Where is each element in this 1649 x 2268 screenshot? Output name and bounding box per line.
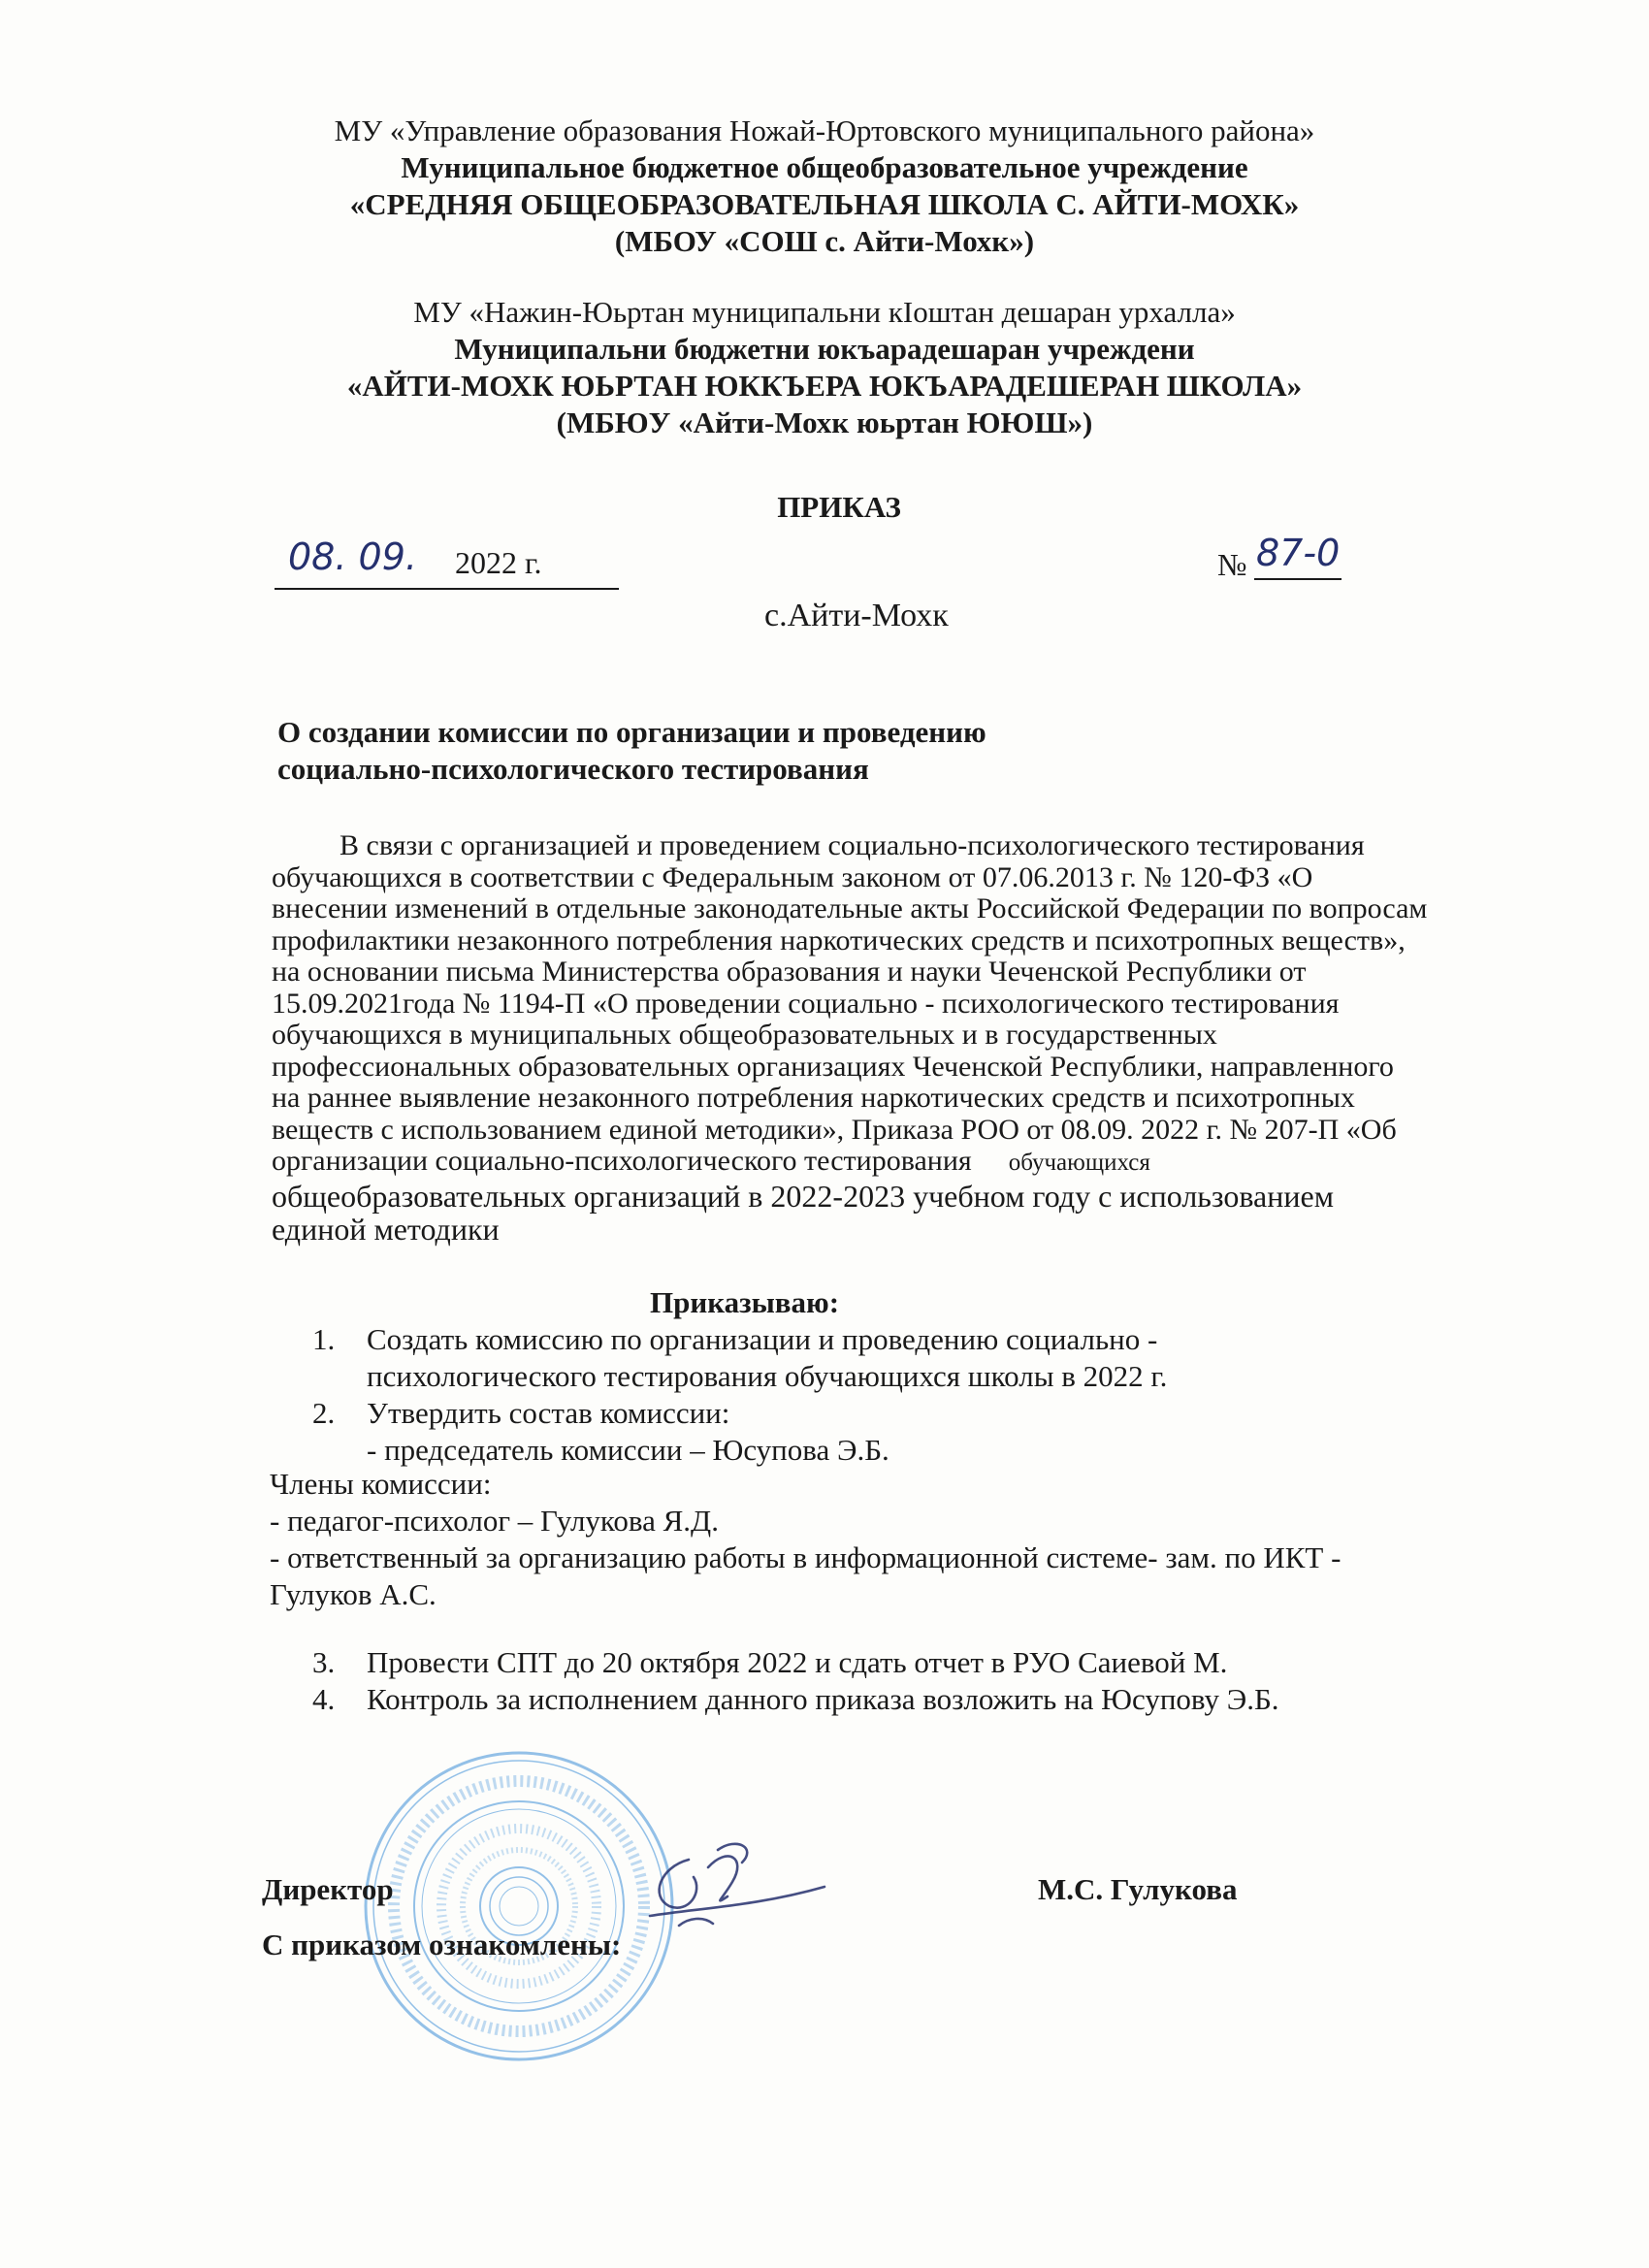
item-line: Утвердить состав комиссии: (367, 1396, 730, 1430)
preamble-line: 15.09.2021года № 1194-П «О проведении социально - психологического тестирования (272, 987, 1340, 1020)
preamble-fragment: обучающихся (1008, 1150, 1150, 1176)
item-number: 1. (312, 1322, 336, 1356)
header-ce-authority: МУ «Нажин-Юьртан муниципальни кӀоштан дешаран урхалла» (413, 295, 1236, 329)
members-heading: Члены комиссии: (270, 1467, 492, 1501)
signature (621, 1838, 834, 1945)
preamble-line: профессиональных образовательных организациях Чеченской Республики, направленного (272, 1050, 1394, 1083)
header-ru-type: Муниципальное бюджетное общеобразовательное учреждение (401, 150, 1248, 184)
member-line: Гулуков А.С. (270, 1577, 436, 1611)
item-number: 2. (312, 1396, 336, 1430)
date-line (275, 534, 619, 590)
preamble (272, 830, 1474, 1246)
item-number: 4. (312, 1682, 336, 1716)
item-number: 3. (312, 1645, 336, 1679)
preamble-line: единой методики (272, 1211, 500, 1247)
preamble-line: на раннее выявление незаконного потребления наркотических средств и психотропных (272, 1082, 1355, 1114)
preamble-fragment: организации социально-психологического тестирования (272, 1145, 972, 1177)
list-item (312, 1681, 1279, 1718)
preamble-line: профилактики незаконного потребления наркотических средств и психотропных веществ», (272, 923, 1406, 956)
order-items-2 (312, 1644, 1279, 1718)
item-text: Контроль за исполнением данного приказа возложить на Юсупову Э.Б. (367, 1682, 1279, 1716)
header-ru-authority: МУ «Управление образования Ножай-Юртовского муниципального района» (334, 113, 1315, 147)
number-prefix: № (1217, 547, 1247, 582)
signatory-name: М.С. Гулукова (1038, 1872, 1238, 1906)
member-line: - педагог-психолог – Гулукова Я.Д. (270, 1504, 719, 1538)
item-text: Провести СПТ до 20 октября 2022 и сдать отчет в РУО Саиевой М. (367, 1645, 1228, 1679)
header-ce-short: (МБЮУ «Айти-Мохк юьртан ЮЮШ») (556, 405, 1093, 439)
member-line: - ответственный за организацию работы в информационной системе- зам. по ИКТ - (270, 1540, 1342, 1574)
preamble-line: В связи с организацией и проведением социально-психологического тестирования (340, 829, 1365, 861)
list-item (312, 1644, 1279, 1681)
list-item (312, 1395, 1167, 1469)
orders-heading: Приказываю: (650, 1285, 840, 1319)
order-items (312, 1321, 1167, 1469)
preamble-line: обучающихся в муниципальных общеобразовательных и в государственных (272, 1019, 1217, 1051)
commission-members (270, 1466, 1341, 1613)
header-russian (0, 113, 1649, 260)
signatory-position: Директор (262, 1872, 394, 1906)
date-year: 2022 г. (455, 545, 542, 580)
acknowledgement-label: С приказом ознакомлены: (262, 1928, 622, 1961)
header-chechen (0, 294, 1649, 441)
preamble-line (272, 1146, 1474, 1180)
preamble-line: обучающихся в соответствии с Федеральным законом от 07.06.2013 г. № 120-ФЗ «О (272, 860, 1313, 893)
header-ce-name: «АЙТИ-МОХК ЮЬРТАН ЮККЪЕРА ЮКЪАРАДЕШЕРАН ШКОЛА» (346, 369, 1303, 403)
date-handwritten: 08. 09. (288, 535, 417, 578)
item-line: психологического тестирования обучающихся школы в 2022 г. (367, 1359, 1168, 1393)
preamble-line: общеобразовательных организаций в 2022-2023 учебном году с использованием (272, 1178, 1334, 1214)
header-ce-type: Муниципальни бюджетни юкъарадешаран учреждени (454, 332, 1195, 366)
preamble-line: веществ с использованием единой методики», Приказа РОО от 08.09. 2022 г. № 207-П «Об (272, 1113, 1397, 1146)
subject-line: О создании комиссии по организации и проведению (277, 715, 986, 749)
order-subject (277, 714, 986, 788)
list-item (312, 1321, 1167, 1395)
order-place: с.Айти-Мохк (764, 598, 949, 633)
number-handwritten: 87-0 (1254, 532, 1342, 580)
preamble-line: на основании письма Министерства образования и науки Чеченской Республики от (272, 956, 1307, 988)
header-ru-name: «СРЕДНЯЯ ОБЩЕОБРАЗОВАТЕЛЬНАЯ ШКОЛА С. АЙТИ-МОХК» (349, 187, 1300, 221)
header-ru-short: (МБОУ «СОШ с. Айти-Мохк») (614, 224, 1035, 258)
item-line: Создать комиссию по организации и проведению социально - (367, 1322, 1158, 1356)
subject-line: социально-психологического тестирования (277, 752, 869, 786)
order-title: ПРИКАЗ (777, 490, 901, 524)
preamble-line: внесении изменений в отдельные законодательные акты Российской Федерации по вопросам (272, 892, 1428, 924)
item-line: - председатель комиссии – Юсупова Э.Б. (367, 1433, 889, 1467)
